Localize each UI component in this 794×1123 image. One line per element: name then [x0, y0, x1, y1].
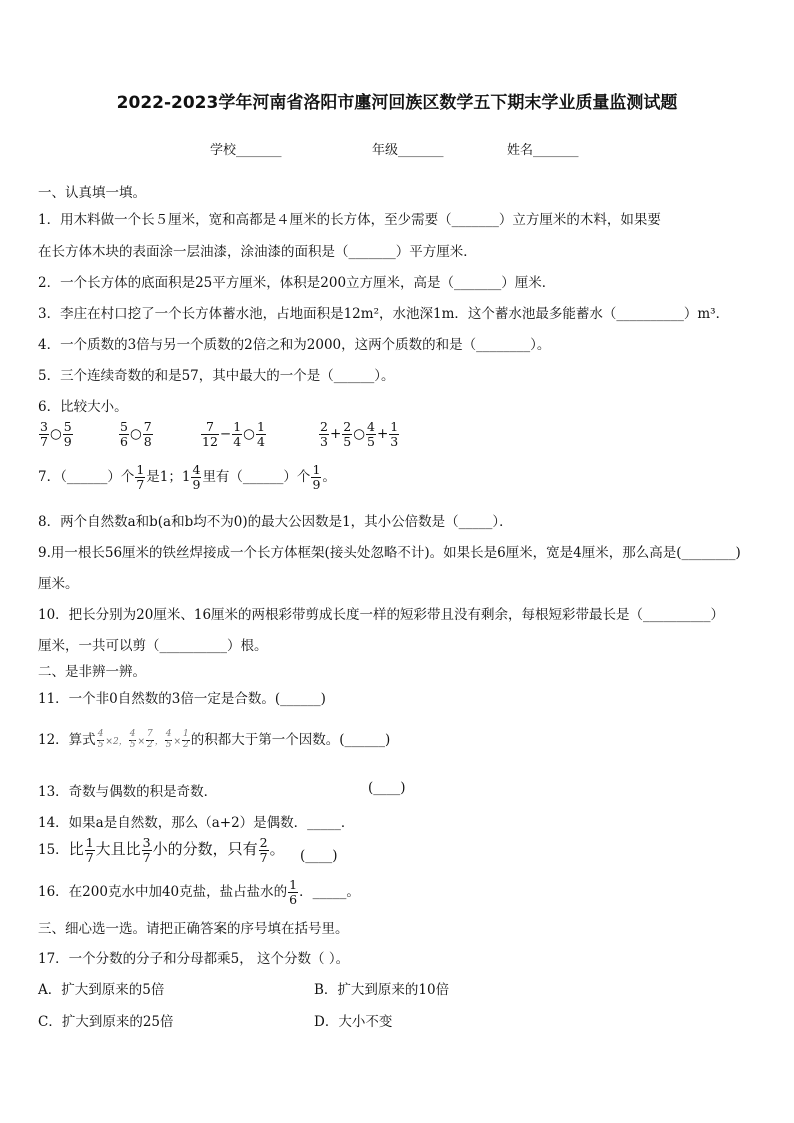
- fraction: $\frac{2}{7}$: [259, 835, 268, 865]
- page-title: 2022-2023学年河南省洛阳市廛河回族区数学五下期末学业质量监测试题: [116, 93, 678, 113]
- fraction: $\frac{7}{2}$: [146, 729, 153, 750]
- fraction: $\frac{5}{9}$: [63, 419, 72, 449]
- option-a[interactable]: A．扩大到原来的5倍: [38, 982, 165, 998]
- question-4: 4．一个质数的3倍与另一个质数的2倍之和为2000，这两个质数的和是（________）。: [38, 337, 551, 353]
- fraction: $\frac{2}{5}$: [343, 419, 352, 449]
- question-16: 16．在200克水中加40克盐，盐占盐水的 $\frac{1}{6}$ ．_____。: [38, 877, 360, 907]
- question-12: 12．算式 $\frac{4}{5}$ ×2， $\frac{4}{5}$ × $\frac{7}{2}$ ， $\frac{4}{5}$ × $\frac{1}{2}$ 的积都大于第一个因数。(______): [38, 729, 391, 750]
- question-17: 17．一个分数的分子和分母都乘5， 这个分数（ ）。: [38, 951, 350, 967]
- question-8: 8．两个自然数a和b(a和b均不为0)的最大公因数是1，其小公倍数是（_____）．: [38, 514, 513, 530]
- question-10-line-1: 10．把长分别为20厘米、16厘米的两根彩带剪成长度一样的短彩带且没有剩余，每根短彩带最长是（__________）: [38, 607, 725, 623]
- school-field[interactable]: 学校_______: [210, 143, 282, 158]
- fraction: $\frac{1}{7}$: [85, 835, 94, 865]
- fraction: $\frac{3}{7}$: [40, 419, 48, 449]
- question-5: 5．三个连续奇数的和是57，其中最大的一个是（______）。: [38, 368, 395, 384]
- question-15-blank: (____): [300, 848, 338, 864]
- question-10-line-2: 厘米，一共可以剪（__________）根。: [38, 638, 268, 654]
- question-1-line-1: 1．用木料做一个长５厘米，宽和高都是４厘米的长方体，至少需要（_______）立方厘米的木料，如果要: [38, 212, 661, 228]
- question-1-line-2: 在长方体木块的表面涂一层油漆，涂油漆的面积是（_______）平方厘米．: [38, 244, 477, 260]
- question-11: 11．一个非0自然数的3倍一定是合数。(______): [38, 691, 326, 707]
- compare-2: $\frac{5}{6}$ ○ $\frac{7}{8}$: [120, 419, 152, 449]
- fraction: $\frac{3}{7}$: [142, 835, 151, 865]
- fraction: $\frac{4}{5}$: [129, 729, 136, 750]
- fraction: $\frac{1}{9}$: [312, 462, 321, 492]
- fraction: $\frac{2}{3}$: [320, 419, 328, 449]
- question-6: 6．比较大小。: [38, 399, 128, 415]
- section-heading-3: 三、细心选一选。请把正确答案的序号填在括号里。: [38, 921, 349, 937]
- question-13-blank: (____): [368, 780, 406, 796]
- fraction: $\frac{1}{3}$: [390, 419, 399, 449]
- section-heading-1: 一、认真填一填。: [38, 185, 146, 201]
- grade-field[interactable]: 年级_______: [372, 143, 444, 158]
- fraction: $\frac{1}{2}$: [183, 729, 189, 750]
- question-3: 3．李庄在村口挖了一个长方体蓄水池，占地面积是12m²，水池深1m．这个蓄水池最多能蓄水（__________）m³．: [38, 306, 730, 322]
- fraction: $\frac{7}{8}$: [143, 419, 152, 449]
- fraction: $\frac{4}{9}$: [192, 462, 201, 492]
- fraction: $\frac{4}{5}$: [97, 729, 104, 750]
- question-9-line-2: 厘米。: [38, 576, 79, 592]
- compare-1: $\frac{3}{7}$ ○ $\frac{5}{9}$: [40, 419, 72, 449]
- fraction: $\frac{1}{7}$: [136, 462, 145, 492]
- question-9-line-1: 9.用一根长56厘米的铁丝焊接成一个长方体框架(接头处忽略不计)。如果长是6厘米，宽是4厘米，那么高是(________): [38, 545, 741, 561]
- question-15: 15．比 $\frac{1}{7}$ 大且比 $\frac{3}{7}$ 小的分数，只有 $\frac{2}{7}$ 。: [38, 835, 285, 865]
- option-b[interactable]: B．扩大到原来的10倍: [314, 982, 450, 998]
- fraction: $\frac{5}{6}$: [120, 419, 128, 449]
- option-d[interactable]: D．大小不变: [314, 1014, 393, 1030]
- fraction: $\frac{4}{5}$: [165, 729, 172, 750]
- option-c[interactable]: C．扩大到原来的25倍: [38, 1014, 174, 1030]
- compare-4: $\frac{2}{3}$ + $\frac{2}{5}$ ○ $\frac{4}{5}$ + $\frac{1}{3}$: [320, 419, 399, 449]
- fraction: $\frac{1}{6}$: [289, 877, 298, 907]
- section-heading-2: 二、是非辨一辨。: [38, 664, 146, 680]
- fraction: $\frac{4}{5}$: [367, 419, 375, 449]
- question-2: 2．一个长方体的底面积是25平方厘米，体积是200立方厘米，高是（_______）厘米．: [38, 275, 556, 291]
- question-7: 7．（______）个 $\frac{1}{7}$ 是1；1 $\frac{4}{9}$ 里有（______）个 $\frac{1}{9}$ 。: [38, 462, 336, 492]
- question-13: 13．奇数与偶数的积是奇数．: [38, 784, 218, 800]
- compare-3: $\frac{7}{12}$ − $\frac{1}{4}$ ○ $\frac{1}{4}$: [202, 419, 265, 449]
- fraction: $\frac{7}{12}$: [202, 419, 218, 449]
- question-14: 14．如果a是自然数，那么（a+2）是偶数．_____．: [38, 815, 355, 831]
- name-field[interactable]: 姓名_______: [507, 143, 579, 158]
- fraction: $\frac{1}{4}$: [233, 419, 242, 449]
- fraction: $\frac{1}{4}$: [256, 419, 265, 449]
